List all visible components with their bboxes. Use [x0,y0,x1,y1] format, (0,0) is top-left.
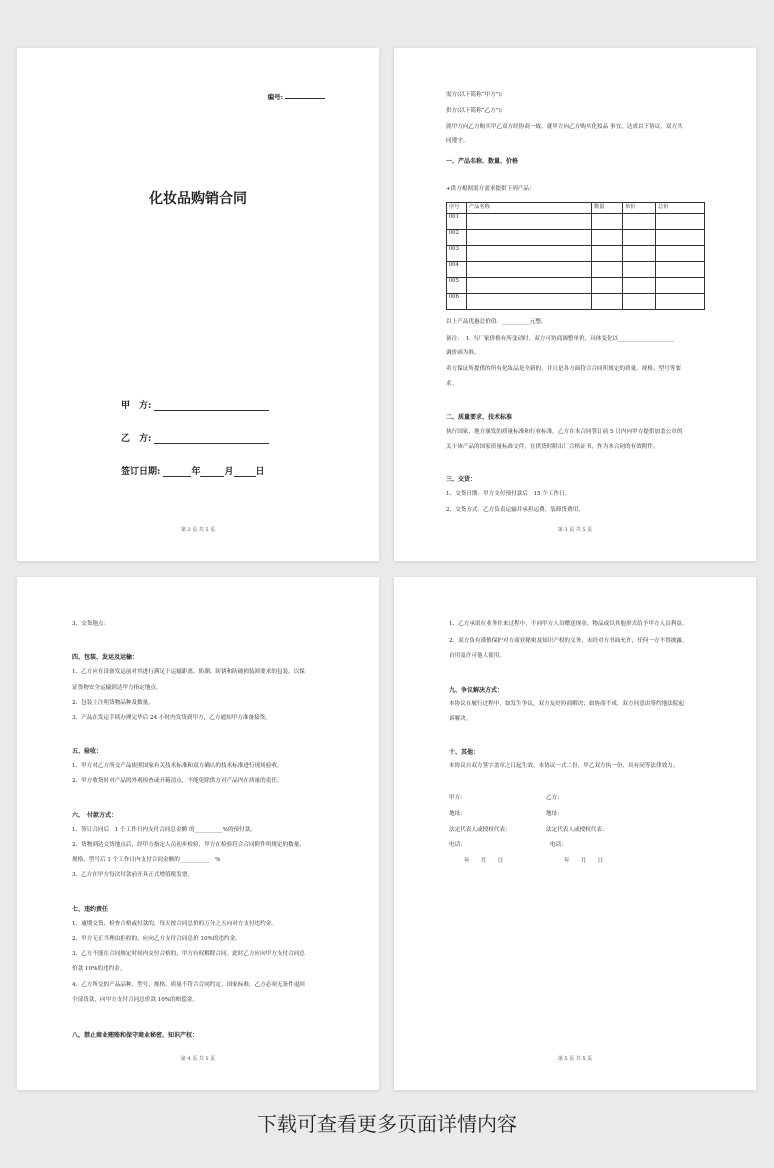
party-a-signature-label: 甲方： [449,795,466,801]
party-a-date: 年 月 日 [464,858,504,864]
text-line: 供方(以下简称“乙方”): [446,108,503,114]
text-line: 就甲方向乙方购买甲乙双方经协商一致，就甲方向乙方购买化妆品 事宜，达成以下协议，双方共 [446,124,683,130]
party-a-rep-label: 法定代表人或授权代表： [449,827,511,833]
month-line [200,468,224,477]
month-label: 月 [224,467,234,477]
party-b-date: 年 月 日 [564,858,604,864]
text-line: 2、货物到达交货地点后，经甲方指定人员初步检验，甲方在检验符合合同附件所规定的数量、 [72,842,305,848]
text-line: 2、甲方无正当理由拒收的，应向乙方支付合同总价 10%的违约金。 [72,936,241,942]
document-page-cover [17,48,379,561]
text-line: 全部货款，向甲方支付合同总价款 10%的赔偿金。 [72,997,199,1003]
section-heading: 七、违约责任 [72,906,109,913]
table-header-cell: 序号 [447,203,467,214]
text-line: 3、乙方不能在合同规定时间内交付合格的，甲方有权解除合同。此时乙方应向甲方支付合同总 [72,951,305,957]
table-row [447,246,705,262]
party-b-field [121,431,269,444]
product-table [446,202,705,310]
text-line: 本协议自双方签字盖章之日起生效。本协议一式二份，甲乙双方执一份，具有同等法律效力。 [449,763,679,769]
table-header-cell: 总价 [656,203,705,214]
party-a-line [154,402,269,411]
contract-title: 化妆品购销合同 [149,191,247,207]
text-line: 规格、型号后 1 个工作日内支付合同金额的 __________ % [72,857,221,863]
section-heading: 八、禁止商业贿赂和保守商业秘密、知识产权： [72,1032,199,1039]
party-a-address-label: 地址： [449,811,466,817]
page-footer: 第 4 页 共 5 页 [180,1056,216,1062]
text-line: 3、交货地点： [72,621,110,627]
text-line: 执行国家、地方颁发的质量标准和行业标准。乙方在本合同签订前 5 日内向甲方提供加盖公章的 [446,429,683,435]
day-label: 日 [255,467,265,477]
page-footer: 第 5 页 共 5 页 [557,1056,593,1062]
text-line: +供方根据需方需求提供下列产品： [446,186,535,192]
sign-date-label: 签订日期: [121,467,161,477]
text-line: 自用及许可他人使用。 [449,653,505,659]
table-row [447,294,705,310]
party-b-line [154,435,269,444]
section-heading: 三、交货： [446,476,477,483]
contract-number-label: 编号: [267,93,283,101]
row-number: 001 [447,214,467,230]
text-line: 需方(以下简称“甲方”): [446,92,503,98]
text-line: 证货物安全运输到达甲方指定地点。 [72,685,162,691]
text-line: 卖方保证所提供的所有化妆品是全新的，并且是各方面符合合同所规定的质量、规格、型号等要 [446,366,681,372]
download-caption: 下载可查看更多页面详情内容 [257,1112,517,1136]
party-a-field [121,398,269,411]
text-line: 2、双方负有谨慎保护对方商业秘密及知识产权的义务，未经对方书面允许，任何一方不得披露、 [449,638,688,644]
text-line: 备注： 1. 当厂家价格有所变动时，双方可协商调整单价，具体变化以____________________ [446,336,675,342]
text-line: 诉解决。 [449,716,472,722]
text-line: 4、乙方所交的产品品种、型号、规格、质量不符合合同约定、国家标准，乙方必须无条件退回 [72,982,305,988]
table-header-row [447,203,705,214]
text-line: 1、乙方应在设备发运前对其进行满足于运输距离、防潮、防锈和防破损装卸要求的包装，以保 [72,669,305,675]
text-line: 以上产品优惠总价值：__________元整。 [446,319,547,325]
row-number: 005 [447,278,467,294]
section-heading: 五、验收： [72,748,103,755]
text-line: 调价函为准。 [446,350,480,356]
document-page-5 [394,577,756,1090]
section-heading: 六、 付款方式： [72,812,118,819]
text-line: 1、签订合同后 1 个工作日内支付合同总金额 的__________%的预付款。 [72,827,256,833]
text-line: 1、甲方对乙方所交产品依照国家有关技术标准和双方确认的技术标准进行现场验收。 [72,763,283,769]
table-header-cell: 单价 [623,203,656,214]
day-line [234,468,256,477]
text-line: 关于该产品的国家质量标准文件，在供货时附出厂合格证书，作为本合同的有效附件。 [446,444,659,450]
party-b-rep-label: 法定代表人或授权代表： [546,827,608,833]
row-number: 004 [447,262,467,278]
party-a-label: 甲 方: [121,401,152,411]
document-page-4 [17,577,379,1090]
party-b-signature-label: 乙方： [546,795,563,801]
year-line [163,468,191,477]
table-header-cell: 产品名称 [467,203,592,214]
text-line: 3、乙方在甲方每次付款前开具正式增值税发票。 [72,872,194,878]
text-line: 3、产品在发运手续办理完毕后 24 小时内发货到甲方，乙方通知甲方准备接货。 [72,715,271,721]
party-b-phone-label: 电话： [550,842,567,848]
contract-number [268,92,325,101]
section-heading: 四、包装、发运及运输： [72,654,139,661]
row-number: 006 [447,294,467,310]
text-line: 1、乙方承诺在业务往来过程中，不向甲方人员赠送现金、物品或以其他形式给予甲方人员利益。 [449,621,688,627]
text-line: 2、交货方式：乙方负责运输并承担运费、装卸货费用。 [446,507,584,513]
text-line: 1、交货日期：甲方支付预付款后 15 个工作日。 [446,491,571,497]
section-heading: 一、产品名称、数量、价格 [446,158,519,165]
sign-date-field [121,464,265,477]
row-number: 002 [447,230,467,246]
page-footer: 第 3 页 共 5 页 [557,527,593,533]
contract-number-line [285,98,325,99]
section-heading: 十、其他： [449,749,480,756]
table-header-cell: 数量 [592,203,623,214]
table-row [447,262,705,278]
party-b-address-label: 地址： [546,811,563,817]
section-heading: 二、质量要求、技术标准 [446,414,513,421]
section-heading: 九、争议解决方式： [449,687,504,694]
table-row [447,214,705,230]
table-row [447,278,705,294]
text-line: 同遵守。 [446,138,469,144]
text-line: 1、逾期交货、检查合格或付款的，每天按合同总价的万分之五向对方支付违约金。 [72,921,277,927]
year-label: 年 [191,467,201,477]
table-row [447,230,705,246]
party-a-phone-label: 电话： [449,842,466,848]
text-line: 本协议在履行过程中，如发生争议，双方友好协商解决；如协商不成，双方同意由签约地法院起 [449,701,684,707]
document-page-3 [394,48,756,561]
text-line: 求。 [446,381,458,387]
page-footer: 第 2 页 共 5 页 [180,527,216,533]
party-b-label: 乙 方: [121,434,152,444]
text-line: 价款 10%的违约金。 [72,966,126,972]
row-number: 003 [447,246,467,262]
text-line: 2、包装上注明货物品种及数量。 [72,700,154,706]
text-line: 2、甲方收货时对产品的外观检查或开箱清点，不能免除供方对产品内在质量的责任。 [72,778,283,784]
